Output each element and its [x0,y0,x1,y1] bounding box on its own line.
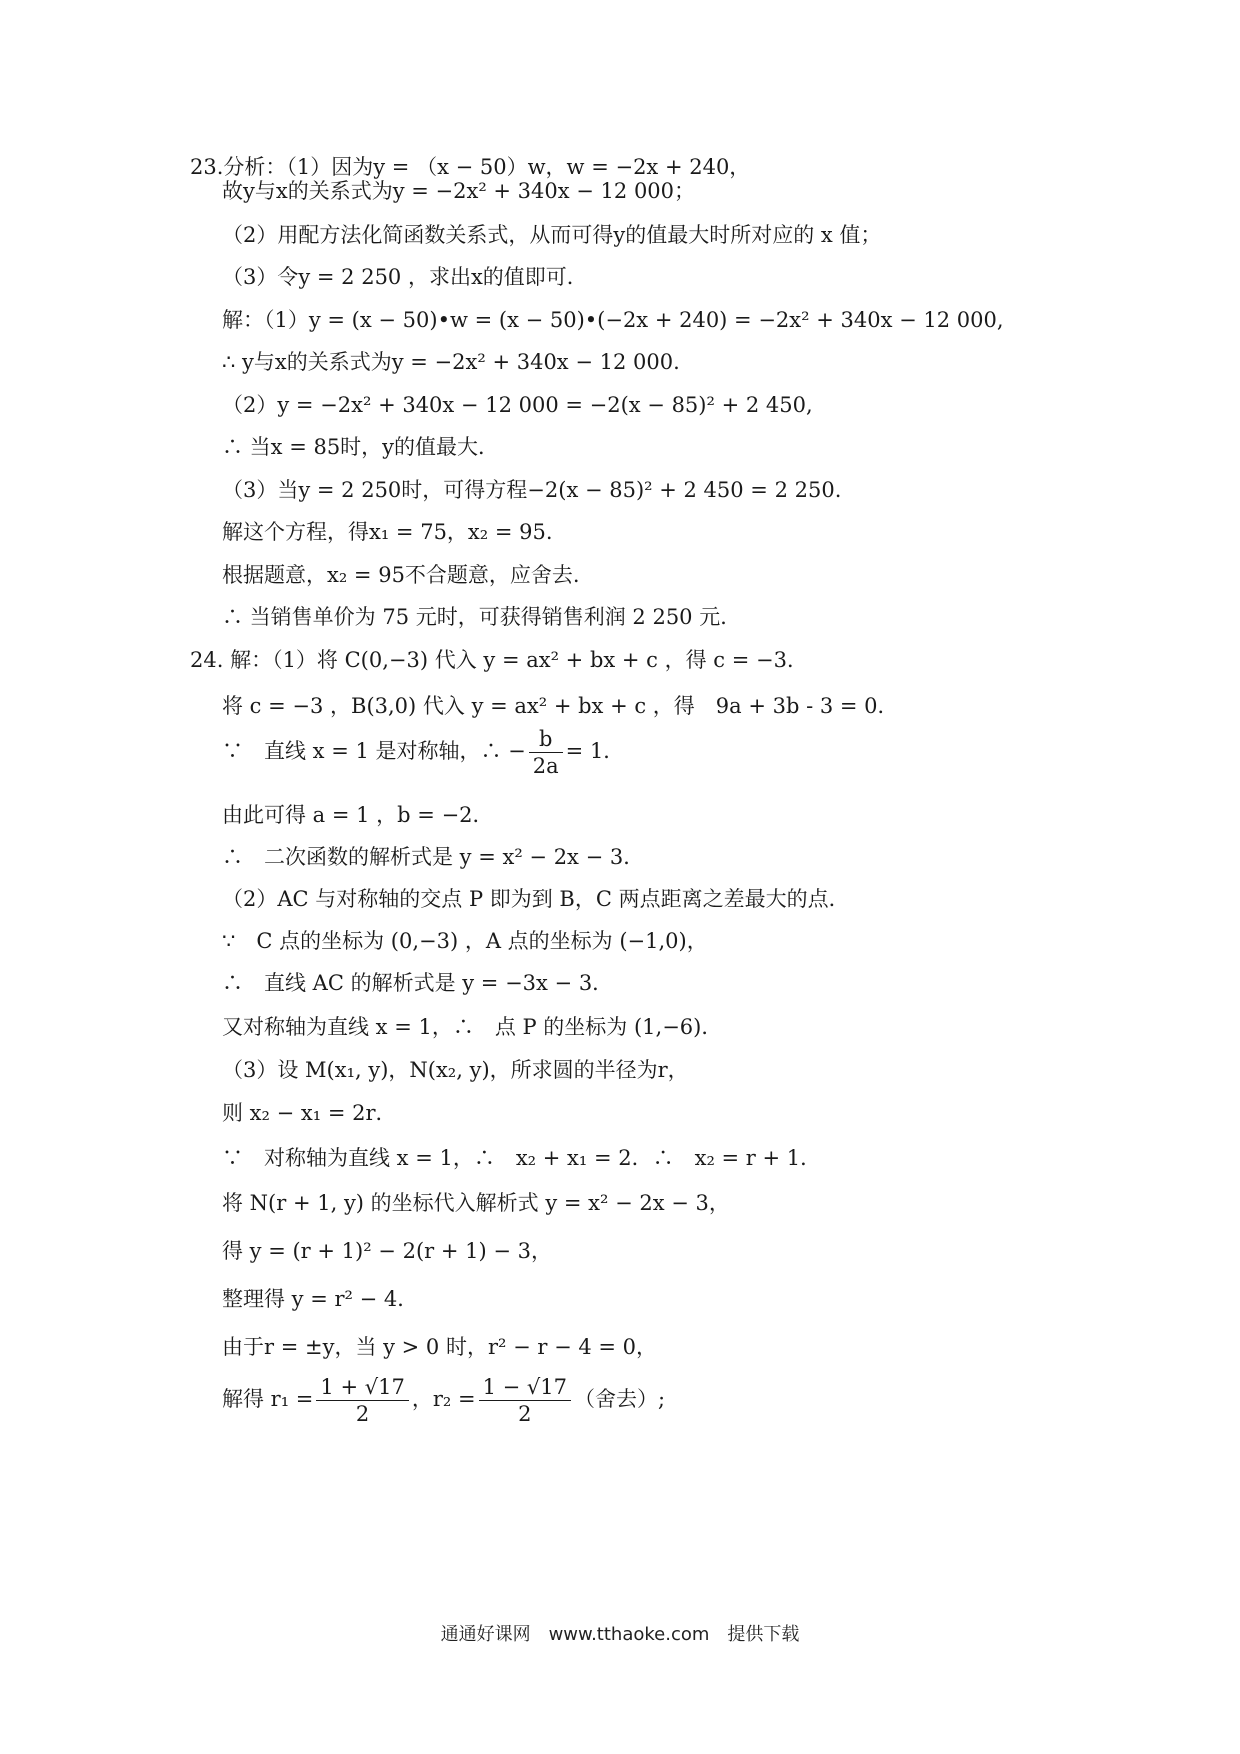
q24-line-13: 将 N(r + 1, y) 的坐标代入解析式 y = x² − 2x − 3， [222,1191,730,1215]
q23-analysis-3: （3）令y = 2 250 ，求出x的值即可． [222,265,588,289]
root-fraction-2 [479,1374,571,1427]
q24-line-2: 将 c = −3 ，B(3,0) 代入 y = ax² + bx + c ，得 9a + 3b - 3 = 0． [222,694,899,718]
q23-solution-8: ∴ 当销售单价为 75 元时，可获得销售利润 2 250 元． [222,605,742,629]
q24-line-8: ∴ 直线 AC 的解析式是 y = −3x − 3． [222,971,614,995]
q24-line-7: ∵ C 点的坐标为 (0,−3) ，A 点的坐标为 (−1,0)， [222,929,708,953]
q23-solution-4: ∴ 当x = 85时，y的值最大． [222,435,500,459]
q24-line-9: 又对称轴为直线 x = 1，∴ 点 P 的坐标为 (1,−6)． [222,1015,723,1039]
root-2-numerator: 1 − √17 [479,1374,571,1401]
fraction-denominator: 2a [532,754,559,778]
root-1-numerator: 1 + √17 [316,1374,408,1401]
q24-line-1: 24. 解：（1）将 C(0,−3) 代入 y = ax² + bx + c ，得 c = −3． [190,648,808,672]
q24-line-12: ∵ 对称轴为直线 x = 1，∴ x₂ + x₁ = 2．∴ x₂ = r + 1． [222,1146,822,1170]
q24-line-3-post: = 1． [565,739,625,763]
q24-line-6: （2）AC 与对称轴的交点 P 即为到 B，C 两点距离之差最大的点． [222,887,850,911]
q24-line-17-mid: ，r₂ = [411,1387,476,1411]
symmetry-fraction [529,726,563,779]
q23-analysis: 23.分析：（1）因为y = （x − 50）w，w = −2x + 240， [190,155,751,179]
q23-solution-7: 根据题意，x₂ = 95不合题意，应舍去. [222,563,580,587]
q23-analysis-1: 故y与x的关系式为y = −2x² + 340x − 12 000； [222,179,696,203]
q23-solution-3: （2）y = −2x² + 340x − 12 000 = −2(x − 85)² + 2 450, [222,393,813,417]
q24-line-3-pre: ∵ 直线 x = 1 是对称轴，∴ − [222,739,526,763]
q24-line-15: 整理得 y = r² − 4． [222,1287,419,1311]
q24-line-5: ∴ 二次函数的解析式是 y = x² − 2x − 3． [222,845,645,869]
q24-line-10: （3）设 M(x₁, y)，N(x₂, y)，所求圆的半径为r， [222,1058,689,1082]
q23-solution-6: 解这个方程，得x₁ = 75，x₂ = 95. [222,520,553,544]
fraction-numerator: b [529,726,563,753]
q24-line-17 [222,1368,665,1430]
page-footer: 通通好课网 www.tthaoke.com 提供下载 [440,1624,800,1645]
q24-line-16: 由于r = ±y，当 y > 0 时，r² − r − 4 = 0， [222,1335,658,1359]
root-fraction-1 [316,1374,408,1427]
q23-solution-2: ∴ y与x的关系式为y = −2x² + 340x − 12 000. [222,350,680,374]
q24-line-4: 由此可得 a = 1 ，b = −2． [222,803,494,827]
q24-line-17-post: （舍去）; [573,1387,666,1411]
root-2-denominator: 2 [518,1402,532,1426]
q23-solution-5: （3）当y = 2 250时，可得方程−2(x − 85)² + 2 450 = 2 250. [222,478,842,502]
q24-line-17-pre: 解得 r₁ = [222,1387,314,1411]
q24-line-3 [222,720,624,782]
q23-solution-1: 解：（1）y = (x − 50)•w = (x − 50)•(−2x + 240) = −2x² + 340x − 12 000, [222,308,1004,332]
root-1-denominator: 2 [355,1402,370,1426]
q24-line-11: 则 x₂ − x₁ = 2r． [222,1101,397,1125]
q23-analysis-2: （2）用配方法化简函数关系式，从而可得y的值最大时所对应的 x 值； [222,223,882,247]
q24-line-14: 得 y = (r + 1)² − 2(r + 1) − 3， [222,1239,552,1263]
